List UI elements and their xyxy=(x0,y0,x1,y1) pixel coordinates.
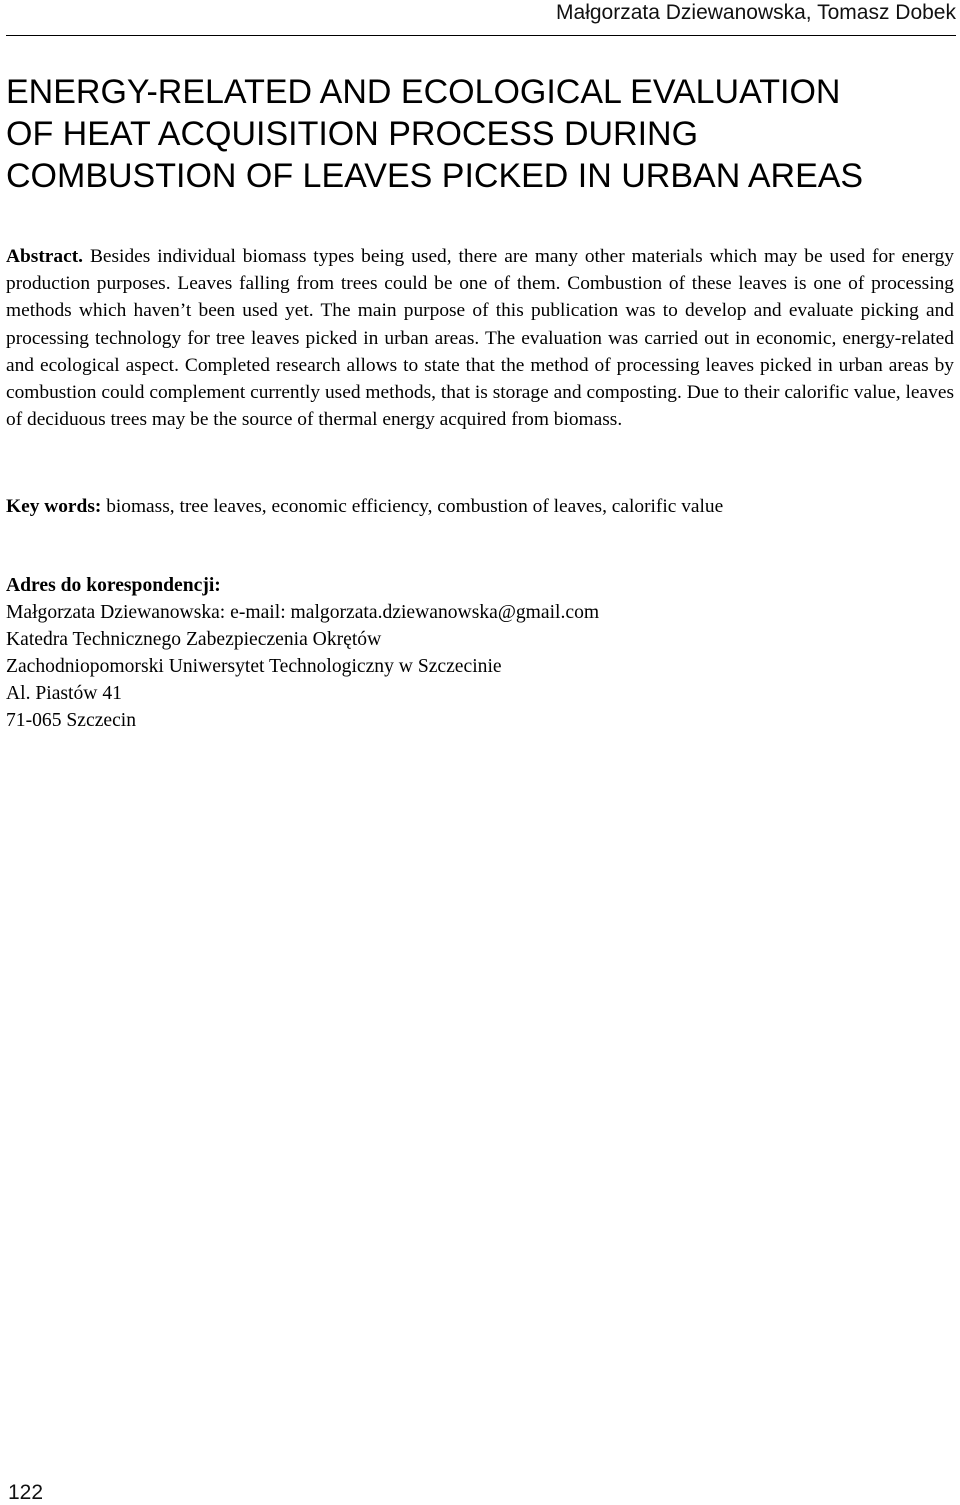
page-number: 122 xyxy=(8,1481,44,1504)
correspondence-author-email: Małgorzata Dziewanowska: e-mail: malgorzata.dziewanowska@gmail.com xyxy=(6,602,600,623)
title-line-2: OF HEAT ACQUISITION PROCESS DURING xyxy=(6,115,699,153)
correspondence-department: Katedra Technicznego Zabezpieczenia Okrętów xyxy=(6,629,382,650)
correspondence-heading: Adres do korespondencji: xyxy=(6,575,221,596)
paper-title xyxy=(6,71,956,197)
header-rule xyxy=(6,35,956,36)
running-header-authors: Małgorzata Dziewanowska, Tomasz Dobek xyxy=(556,1,956,24)
keywords xyxy=(6,493,954,520)
title-line-1: ENERGY-RELATED AND ECOLOGICAL EVALUATION xyxy=(6,73,841,111)
keywords-text: biomass, tree leaves, economic efficiency, combustion of leaves, calorific value xyxy=(106,496,724,517)
correspondence-city: 71-065 Szczecin xyxy=(6,710,137,731)
correspondence-university: Zachodniopomorski Uniwersytet Technologiczny w Szczecinie xyxy=(6,656,502,677)
correspondence-block xyxy=(6,572,954,734)
title-line-3: COMBUSTION OF LEAVES PICKED IN URBAN AREAS xyxy=(6,157,864,195)
correspondence-street: Al. Piastów 41 xyxy=(6,683,122,704)
abstract-text: Besides individual biomass types being used, there are many other materials which may be used for energy production purposes. Leaves falling from trees could be one of them. Combustion of these leaves is one of processing methods which haven’t been used yet. The main purpose of this publication was to develop and evaluate picking and processing technology for tree leaves picked in urban areas. The evaluation was carried out in economic, energy-related and ecological aspect. Completed research allows to state that the method of processing leaves picked in urban areas by combustion could complement currently used methods, that is storage and composting. Due to their calorific value, leaves of deciduous trees may be the source of thermal energy acquired from biomass. xyxy=(6,246,954,431)
abstract xyxy=(6,243,954,433)
abstract-label: Abstract. xyxy=(6,246,84,267)
keywords-label: Key words: xyxy=(6,496,102,517)
